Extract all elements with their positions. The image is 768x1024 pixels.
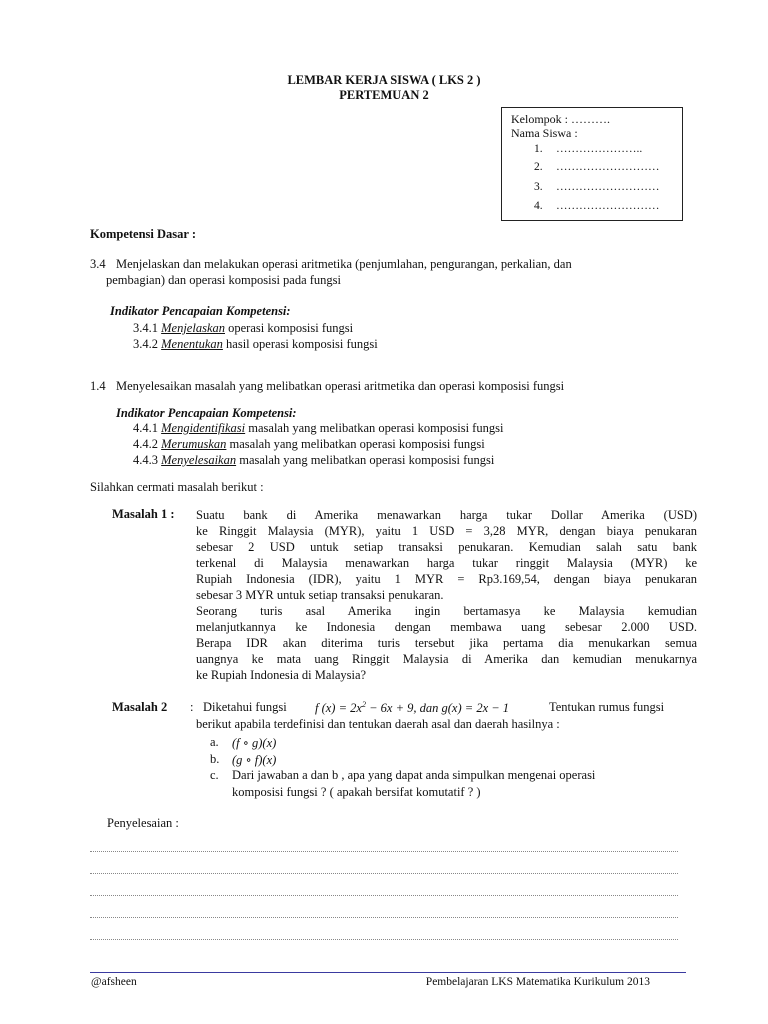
masalah1-label: Masalah 1 :: [112, 507, 175, 521]
masalah2-colon: :: [190, 700, 194, 714]
masalah1-line: ke Rupiah Indonesia di Malaysia?: [196, 668, 367, 682]
item-b-letter: b.: [210, 752, 220, 766]
masalah1-line: terkenal di Malaysia menawarkan harga tukar ringgit Malaysia (MYR) ke: [196, 556, 697, 570]
kd34-line2: pembagian) dan operasi komposisi pada fungsi: [106, 273, 342, 287]
member-row-4[interactable]: [534, 199, 660, 213]
penyelesaian-label: Penyelesaian :: [107, 816, 179, 830]
masalah1-line: Rupiah Indonesia (IDR), yaitu 1 MYR = Rp3.169,54, dengan biaya penukaran: [196, 572, 697, 586]
kd14-line1: Menyelesaikan masalah yang melibatkan operasi aritmetika dan operasi komposisi fungsi: [116, 379, 565, 393]
answer-line-2[interactable]: [90, 873, 678, 874]
kd14-indikator-heading: Indikator Pencapaian Kompetensi:: [116, 406, 297, 420]
member-number: 3.: [534, 181, 543, 193]
masalah1-line: Seorang turis asal Amerika ingin bertamasya ke Malaysia kemudian: [196, 604, 697, 618]
member-row-2[interactable]: [534, 160, 660, 174]
kd-heading: Kompetensi Dasar :: [90, 227, 197, 241]
member-row-3[interactable]: [534, 180, 660, 194]
masalah1-line: melanjutkannya ke Indonesia dengan membawa uang sebesar 2.000 USD.: [196, 620, 697, 634]
kd34-indikator-heading: Indikator Pencapaian Kompetensi:: [110, 304, 291, 318]
masalah1-line: uangnya ke mata uang Ringgit Malaysia di Amerika dan kemudian menukarnya: [196, 652, 697, 666]
indikator-443: 4.4.3 Menyelesaikan masalah yang melibatkan operasi komposisi fungsi: [133, 453, 495, 467]
masalah2-tentukan: Tentukan rumus fungsi: [549, 700, 665, 714]
indikator-341: 3.4.1 Menjelaskan operasi komposisi fungsi: [133, 321, 354, 335]
intro-text: Silahkan cermati masalah berikut :: [90, 480, 264, 494]
member-number: 2.: [534, 161, 543, 173]
item-a-text: (f ∘ g)(x): [232, 736, 277, 750]
member-dots: …………………..: [556, 143, 643, 155]
member-number: 1.: [534, 143, 543, 155]
item-c-text-line2: komposisi fungsi ? ( apakah bersifat komutatif ? ): [232, 785, 481, 799]
item-c-text: Dari jawaban a dan b , apa yang dapat anda simpulkan mengenai operasi: [232, 768, 596, 782]
function-f-formula: f $(x) = 2x^2 - 6x + 9$, dan g(x) = 2x − 1: [315, 700, 510, 716]
masalah1-line: ke Ringgit Malaysia (MYR), yaitu 1 USD = 3,28 MYR, dengan biaya penukaran: [196, 524, 697, 538]
masalah2-line2: berikut apabila terdefinisi dan tentukan daerah asal dan daerah hasilnya :: [196, 717, 560, 731]
member-dots: ………………………: [556, 161, 660, 173]
masalah1-line: sebesar 3 MYR untuk setiap transaksi penukaran.: [196, 588, 444, 602]
page-title: LEMBAR KERJA SISWA ( LKS 2 ): [287, 73, 481, 87]
kd34-number: 3.4: [90, 257, 106, 271]
answer-line-3[interactable]: [90, 895, 678, 896]
footer-author: @afsheen: [91, 976, 137, 988]
item-a-letter: a.: [210, 735, 219, 749]
page-subtitle: PERTEMUAN 2: [339, 88, 429, 102]
masalah1-line: sebesar 2 USD untuk setiap transaksi penukaran. Kemudian salah satu bank: [196, 540, 697, 554]
item-b-text: (g ∘ f)(x): [232, 753, 277, 767]
masalah2-diketahui: Diketahui fungsi: [203, 700, 287, 714]
footer-title: Pembelajaran LKS Matematika Kurikulum 2013: [425, 976, 650, 988]
kd34-line1: Menjelaskan dan melakukan operasi aritmetika (penjumlahan, pengurangan, perkalian, dan: [116, 257, 572, 271]
footer-divider: [90, 972, 686, 973]
member-row-1[interactable]: [534, 142, 643, 156]
answer-line-5[interactable]: [90, 939, 678, 940]
item-c-letter: c.: [210, 768, 219, 782]
member-dots: ………………………: [556, 200, 660, 212]
group-box: [501, 107, 683, 221]
answer-line-4[interactable]: [90, 917, 678, 918]
masalah1-body: [196, 507, 697, 683]
member-number: 4.: [534, 200, 543, 212]
kelompok-field[interactable]: Kelompok : ……….: [511, 112, 610, 126]
masalah1-line: Berapa IDR akan diterima turis tersebut jika pertama dia menukarkan semua: [196, 636, 697, 650]
indikator-342: 3.4.2 Menentukan hasil operasi komposisi fungsi: [133, 337, 378, 351]
answer-line-1[interactable]: [90, 851, 678, 852]
indikator-441: 4.4.1 Mengidentifikasi masalah yang melibatkan operasi komposisi fungsi: [133, 421, 504, 435]
nama-siswa-label: Nama Siswa :: [511, 126, 578, 140]
masalah1-line: Suatu bank di Amerika menawarkan harga tukar Dollar Amerika (USD): [196, 508, 697, 522]
kd14-number: 1.4: [90, 379, 106, 393]
masalah2-label: Masalah 2: [112, 700, 168, 714]
indikator-442: 4.4.2 Merumuskan masalah yang melibatkan operasi komposisi fungsi: [133, 437, 485, 451]
member-dots: ………………………: [556, 181, 660, 193]
